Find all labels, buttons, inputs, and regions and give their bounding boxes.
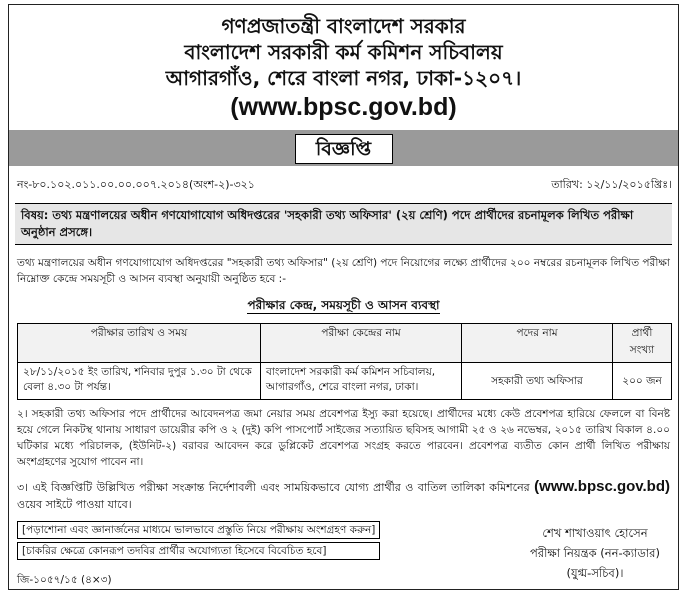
note-preparation: [পড়াশোনা এবং জ্ঞানার্জনের মাধ্যমে ভালভাবে প্রস্তুতি নিয়ে পরীক্ষায় অংশগ্রহণ করুন] xyxy=(17,521,380,539)
paragraph-3-tail: ওয়েব সাইটে পাওয়া যাবে। xyxy=(17,498,132,511)
office-name: বাংলাদেশ সরকারী কর্ম কমিশন সচিবালয় xyxy=(184,40,503,64)
notice-date: তারিখ: ১২/১১/২০১৫খ্রিঃ। xyxy=(551,178,672,191)
col-post: পদের নাম xyxy=(462,324,613,363)
paragraph-2: ২। সহকারী তথ্য অফিসার পদে প্রার্থীদের আবেদনপত্র জমা নেয়ার সময় প্রবেশপত্র ইস্যু করা হয়েছে। প্রার্থীদের মধ্যে কেউ প্রবেশপত্র হারিয়ে ফেললে বা বিনষ্ট হয়ে গেলে নিকটস্থ থানায় সাধারণ ডায়েরীর কপি ও ২ (দুই) কপি পাসপোর্ট সাইজের সত্যায়িত ছবিসহ আগামী ২৫ ও ২৬ নভেম্বর, ২০১৫ তারিখ বিকাল ৪.০০ ঘটিকার মধ্যে পরিচালক, (ইউনিট-২) বরাবর আবেদন করে ডুপ্লিকেট প্রবেশপত্র সংগ্রহ করতে পারবেন। প্রবেশপত্র ব্যতীত কোন প্রার্থী লিখিত পরীক্ষায় অংশগ্রহণের সুযোগ পাবেন না। xyxy=(17,408,670,468)
website-link[interactable]: (www.bpsc.gov.bd) xyxy=(534,478,670,495)
reference-line xyxy=(9,166,678,195)
cell-datetime: ২৮/১১/২০১৫ ইং তারিখ, শনিবার দুপুর ১.৩০ টা থেকে বেলা ৪.৩০ টা পর্যন্ত। xyxy=(18,363,261,400)
notice-page xyxy=(8,4,679,590)
schedule-title-text: পরীক্ষার কেন্দ্র, সময়সূচী ও আসন ব্যবস্থা xyxy=(247,298,440,312)
paragraph-3-text: ৩। এই বিজ্ঞপ্তিটি উল্লিখিত পরীক্ষা সংক্রান্ত নির্দেশাবলী এবং সাময়িকভাবে যোগ্য প্রার্থীর ও বাতিল তালিকা কমিশনের xyxy=(17,481,530,494)
signatory-name: শেখ শাখাওয়াৎ হোসেন xyxy=(542,526,648,540)
intro-paragraph: তথ্য মন্ত্রণালয়ের অধীন গণযোগাযোগ অধিদপ্তরের "সহকারী তথ্য অফিসার" (২য় শ্রেণি) পদে নিয়োগের লক্ষ্যে প্রার্থীদের ২০০ নম্বরের রচনামূলক লিখিত পরীক্ষা নিম্নোক্ত কেন্দ্রে সময়সূচী ও আসন ব্যবস্থা অনুযায়ী অনুষ্ঠিত হবে :- xyxy=(17,257,670,285)
cell-count: ২০০ জন xyxy=(613,363,672,400)
letterhead xyxy=(9,5,678,123)
paragraph-3 xyxy=(17,478,670,513)
notice-title: বিজ্ঞপ্তি xyxy=(295,134,393,164)
govt-name: গণপ্রজাতন্ত্রী বাংলাদেশ সরকার xyxy=(221,14,466,38)
table-header-row xyxy=(18,324,672,363)
table-row xyxy=(18,363,672,400)
cell-center: বাংলাদেশ সরকারী কর্ম কমিশন সচিবালয়, আগারগাঁও, শেরে বাংলা নগর, ঢাকা। xyxy=(261,363,462,400)
office-address: আগারগাঁও, শেরে বাংলা নগর, ঢাকা-১২০৭। xyxy=(165,66,522,90)
col-count: প্রার্থী সংখ্যা xyxy=(613,324,672,363)
subject: বিষয়: তথ্য মন্ত্রণালয়ের অধীন গণযোগাযোগ অধিদপ্তরের 'সহকারী তথ্য অফিসার' (২য় শ্রেণি) পদে প্রার্থীদের রচনামূলক লিখিত পরীক্ষা অনুষ্ঠান প্রসঙ্গে। xyxy=(15,203,672,245)
print-code: জি-১০৫৭/১৫ (৪×৩) xyxy=(17,574,112,586)
schedule-table xyxy=(17,323,672,400)
notes-box xyxy=(17,521,380,563)
cell-post: সহকারী তথ্য অফিসার xyxy=(462,363,613,400)
signature-block xyxy=(530,523,660,583)
footer xyxy=(9,521,678,591)
col-center: পরীক্ষা কেন্দ্রের নাম xyxy=(261,324,462,363)
signatory-rank: (যুগ্ম-সচিব)। xyxy=(566,566,624,580)
schedule-title xyxy=(9,297,678,317)
col-datetime: পরীক্ষার তারিখ ও সময় xyxy=(18,324,261,363)
notice-banner xyxy=(9,130,678,166)
header-website: (www.bpsc.gov.bd) xyxy=(230,93,457,121)
memo-number: নং-৮০.১০২.০১১.০০.০০.০০৭.২০১৪(অংশ-২)-৩২১ xyxy=(17,178,255,191)
signatory-designation: পরীক্ষা নিয়ন্ত্রক (নন-ক্যাডার) xyxy=(529,546,660,560)
note-no-lobbying: [চাকরির ক্ষেত্রে কোনরূপ তদবির প্রার্থীর অযোগ্যতা হিসেবে বিবেচিত হবে] xyxy=(17,542,380,560)
